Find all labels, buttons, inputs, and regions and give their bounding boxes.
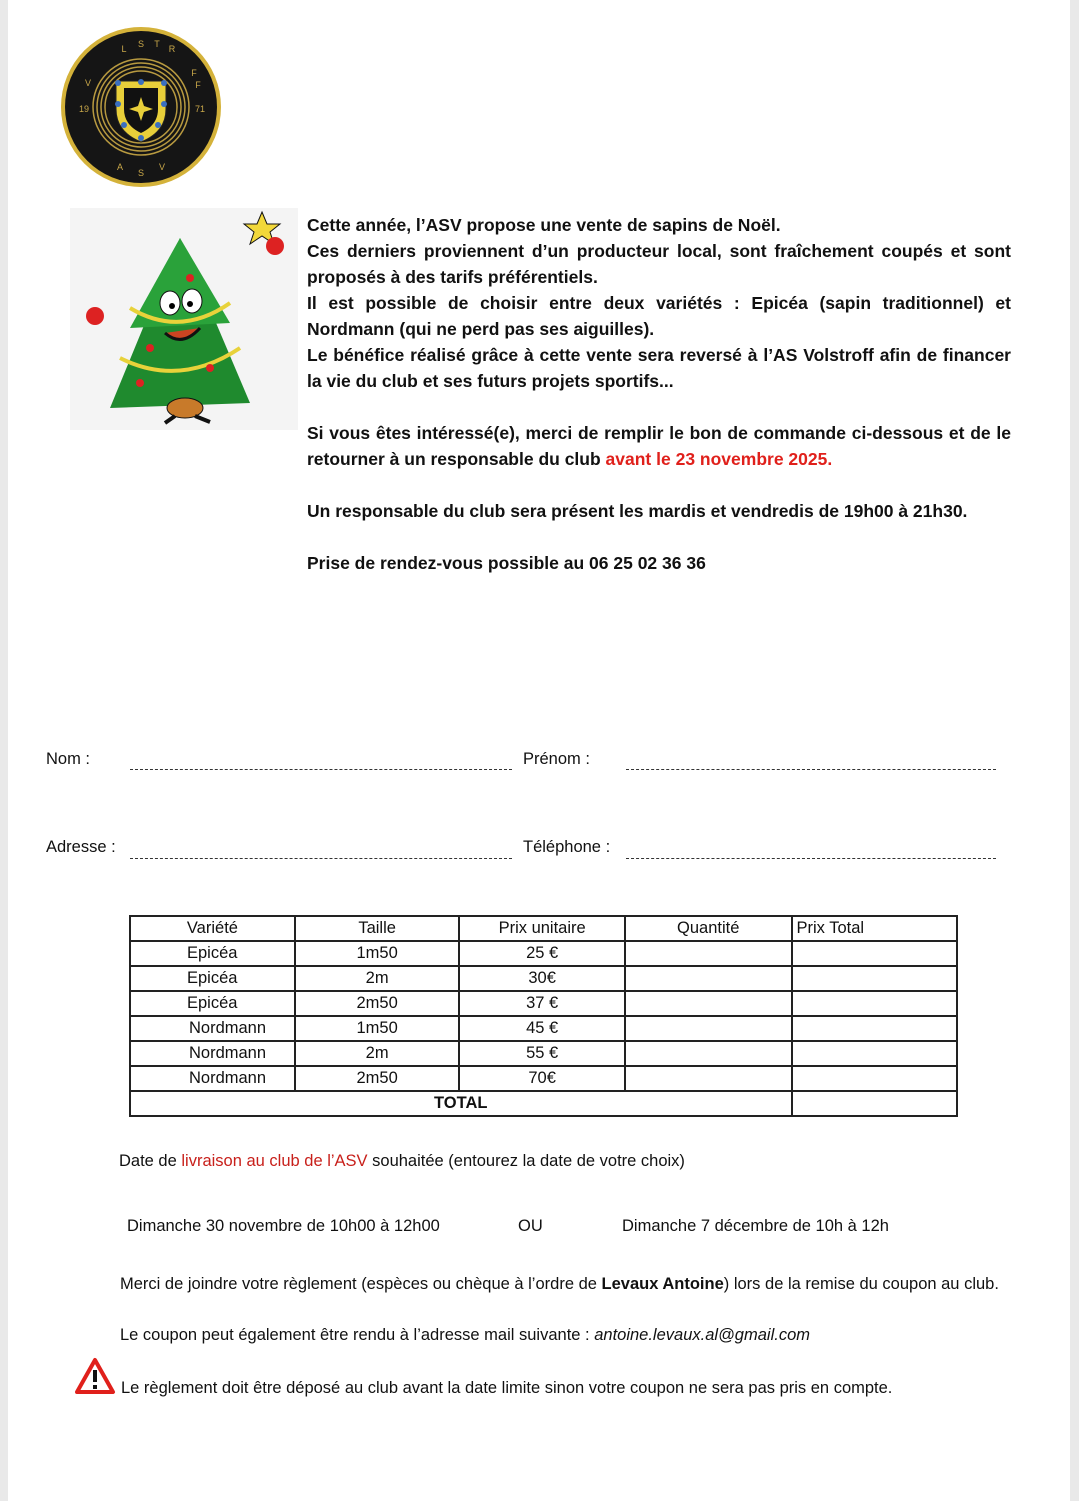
prenom-field[interactable] [626, 769, 996, 770]
delivery-highlight: livraison au club de l’ASV [181, 1152, 368, 1170]
order-instructions: Si vous êtes intéressé(e), merci de remplir le bon de commande ci-dessous et de le retourner à un responsable du club avant le 23 novembre 2025. [307, 423, 1011, 469]
table-row [130, 991, 957, 1016]
payee: Levaux Antoine [601, 1275, 724, 1293]
delivery-instructions: Date de livraison au club de l’ASV souhaitée (entourez la date de votre choix) [119, 1152, 685, 1170]
table-row [130, 966, 957, 991]
cell-total[interactable] [792, 1016, 958, 1041]
svg-text:71: 71 [194, 104, 206, 114]
delivery-option-1[interactable]: Dimanche 30 novembre de 10h00 à 12h00 [127, 1217, 440, 1235]
cell-quantite[interactable] [625, 991, 792, 1016]
header-quantite: Quantité [625, 916, 792, 941]
svg-text:19: 19 [78, 104, 90, 114]
cell-total[interactable] [792, 1066, 958, 1091]
intro-text [307, 212, 1011, 576]
adresse-field[interactable] [130, 858, 512, 859]
cell-taille: 1m50 [295, 941, 460, 966]
svg-text:T: T [154, 39, 160, 49]
cell-variete: Epicéa [130, 941, 295, 966]
cell-total[interactable] [792, 941, 958, 966]
svg-text:V: V [84, 78, 92, 88]
cell-prix: 37 € [459, 991, 625, 1016]
svg-text:L: L [121, 44, 127, 54]
svg-text:A: A [116, 162, 124, 172]
total-label: TOTAL [130, 1091, 792, 1116]
svg-text:F: F [195, 80, 201, 90]
cell-taille: 1m50 [295, 1016, 460, 1041]
svg-text:S: S [137, 168, 145, 178]
svg-text:S: S [137, 39, 145, 49]
table-header-row [130, 916, 957, 941]
table-total-row [130, 1091, 957, 1116]
cell-prix: 30€ [459, 966, 625, 991]
cell-variete: Nordmann [130, 1016, 295, 1041]
appointment-info: Prise de rendez-vous possible au 06 25 02 36 36 [307, 553, 706, 573]
cell-total[interactable] [792, 966, 958, 991]
warning-icon [74, 1357, 116, 1395]
header-prix-total: Prix Total [792, 916, 958, 941]
cell-variete: Epicéa [130, 991, 295, 1016]
cell-variete: Epicéa [130, 966, 295, 991]
cell-prix: 55 € [459, 1041, 625, 1066]
cell-total[interactable] [792, 1041, 958, 1066]
christmas-tree-illustration [70, 208, 298, 430]
table-row [130, 941, 957, 966]
cell-taille: 2m [295, 966, 460, 991]
svg-text:V: V [158, 162, 166, 172]
adresse-label: Adresse : [46, 838, 116, 856]
cell-prix: 25 € [459, 941, 625, 966]
header-variete: Variété [130, 916, 295, 941]
table-row [130, 1066, 957, 1091]
intro-line: Le bénéfice réalisé grâce à cette vente sera reversé à l’AS Volstroff afin de financer la vie du club et ses futurs projets sportifs... [307, 345, 1011, 391]
svg-text:R: R [168, 44, 176, 54]
svg-text:F: F [191, 68, 197, 78]
nom-label: Nom : [46, 750, 91, 768]
delivery-option-2[interactable]: Dimanche 7 décembre de 10h à 12h [622, 1217, 889, 1235]
nom-field[interactable] [130, 769, 512, 770]
club-logo [58, 24, 224, 190]
telephone-label: Téléphone : [523, 838, 611, 856]
deadline: avant le 23 novembre 2025. [605, 449, 833, 469]
delivery-or: OU [518, 1217, 543, 1235]
document-page [8, 0, 1070, 1501]
presence-info: Un responsable du club sera présent les mardis et vendredis de 19h00 à 21h30. [307, 501, 968, 521]
cell-prix: 70€ [459, 1066, 625, 1091]
table-row [130, 1041, 957, 1066]
cell-taille: 2m50 [295, 1066, 460, 1091]
warning-text: Le règlement doit être déposé au club avant la date limite sinon votre coupon ne sera pas pris en compte. [121, 1379, 893, 1397]
telephone-field[interactable] [626, 858, 996, 859]
cell-quantite[interactable] [625, 1066, 792, 1091]
cell-total[interactable] [792, 991, 958, 1016]
prenom-label: Prénom : [523, 750, 590, 768]
intro-line: Ces derniers proviennent d’un producteur local, sont fraîchement coupés et sont proposés à des tarifs préférentiels. [307, 241, 1011, 287]
cell-prix: 45 € [459, 1016, 625, 1041]
intro-line: Il est possible de choisir entre deux variétés : Epicéa (sapin traditionnel) et Nordmann (qui ne perd pas ses aiguilles). [307, 293, 1011, 339]
cell-grand-total[interactable] [792, 1091, 958, 1116]
cell-variete: Nordmann [130, 1041, 295, 1066]
email-instructions: Le coupon peut également être rendu à l’adresse mail suivante : antoine.levaux.al@gmail.com [120, 1326, 810, 1344]
email-link[interactable]: antoine.levaux.al@gmail.com [594, 1326, 810, 1344]
cell-variete: Nordmann [130, 1066, 295, 1091]
cell-taille: 2m50 [295, 991, 460, 1016]
cell-taille: 2m [295, 1041, 460, 1066]
cell-quantite[interactable] [625, 1041, 792, 1066]
cell-quantite[interactable] [625, 1016, 792, 1041]
intro-line: Cette année, l’ASV propose une vente de sapins de Noël. [307, 215, 781, 235]
header-taille: Taille [295, 916, 460, 941]
cell-quantite[interactable] [625, 966, 792, 991]
order-table [129, 915, 958, 1117]
cell-quantite[interactable] [625, 941, 792, 966]
header-prix-unitaire: Prix unitaire [459, 916, 625, 941]
payment-instructions: Merci de joindre votre règlement (espèces ou chèque à l’ordre de Levaux Antoine) lors de la remise du coupon au club. [120, 1275, 999, 1293]
table-row [130, 1016, 957, 1041]
